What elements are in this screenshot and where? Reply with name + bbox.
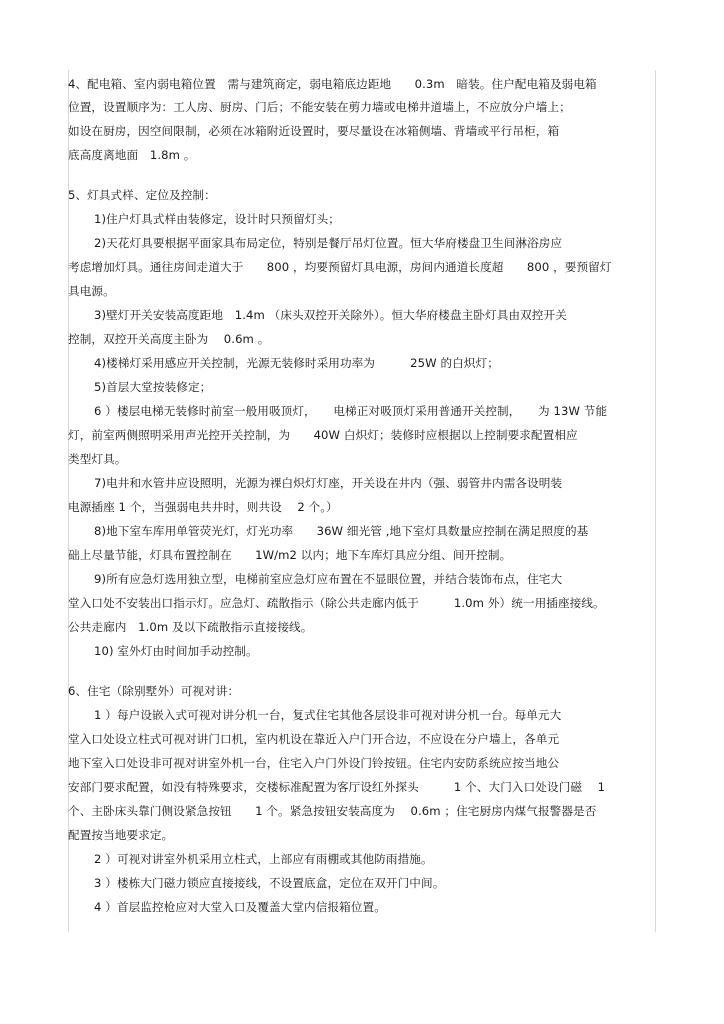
text-line: 堂入口处设立柱式可视对讲门口机，室内机设在靠近入户门开合边，不应设在分户墙上，各单元 (68, 732, 560, 746)
text-line: 电源插座 1 个，当强弱电共井时，则共设 2 个。） (68, 500, 338, 514)
document-page (68, 70, 656, 932)
text-line: 位置，设置顺序为：工人房、厨房、门后；不能安装在剪力墙或电梯井道墙上，不应放分户墙上； (68, 100, 571, 114)
section-heading: 5、灯具式样、定位及控制： (68, 188, 216, 202)
text-line: 配置按当地要求定。 (68, 828, 174, 842)
list-item: 8)地下室车库用单管荧光灯，灯光功率 36W 细光管 ,地下室灯具数量应控制在满足照度的基 (94, 524, 589, 538)
list-item: 9)所有应急灯选用独立型，电梯前室应急灯应布置在不显眼位置，并结合装饰布点，住宅大 (94, 572, 563, 586)
text-line: 如设在厨房，因空间限制，必须在冰箱附近设置时，要尽量设在冰箱侧墙、背墙或平行吊柜，箱 (68, 124, 560, 138)
text-line: 堂入口处不安装出口指示灯。应急灯、疏散指示（除公共走廊内低于 1.0m 外）统一用插座接线。 (68, 596, 605, 610)
list-item: 3 ）楼栋大门磁力锁应直接接线，不设置底盒，定位在双开门中间。 (94, 876, 445, 890)
list-item: 2)天花灯具要根据平面家具布局定位，特别是餐厅吊灯位置。恒大华府楼盘卫生间淋浴房应 (94, 236, 563, 250)
text-line: 安部门要求配置，如没有特殊要求，交楼标准配置为客厅设红外探头 1 个、大门入口处设门磁 1 (68, 780, 606, 794)
list-item: 10) 室外灯由时间加手动控制。 (94, 644, 258, 658)
text-line: 控制，双控开关高度主卧为 0.6m 。 (68, 332, 270, 346)
text-line: 个、主卧床头靠门侧设紧急按钮 1 个。紧急按钮安装高度为 0.6m ；住宅厨房内煤气报警器是否 (68, 804, 597, 818)
section-heading: 6、住宅（除别墅外）可视对讲： (68, 684, 240, 698)
list-item: 6 ）楼层电梯无装修时前室一般用吸顶灯， 电梯正对吸顶灯采用普通开关控制， 为 13W 节能 (94, 404, 608, 418)
text-line: 类型灯具。 (68, 452, 127, 466)
list-item: 4)楼梯灯采用感应开关控制，光源无装修时采用功率为 25W 的白炽灯； (94, 356, 499, 370)
list-item: 7)电井和水管井应设照明，光源为裸白炽灯灯座，开关设在井内（强、弱管井内需各设明装 (94, 476, 563, 490)
list-item: 5)首层大堂按装修定； (94, 380, 212, 394)
list-item: 1 ）每户设嵌入式可视对讲分机一台，复式住宅其他各层设非可视对讲分机一台。每单元大 (94, 708, 562, 722)
list-item: 2 ）可视对讲室外机采用立柱式，上部应有雨棚或其他防雨措施。 (94, 852, 433, 866)
text-line: 灯，前室两侧照明采用声光控开关控制，为 40W 白炽灯；装修时应根据以上控制要求配置相应 (68, 428, 578, 442)
text-line: 考虑增加灯具。通往房间走道大于 800 ，均要预留灯具电源，房间内通道长度超 800 ，要预留灯 (68, 260, 612, 274)
list-item: 3)壁灯开关安装高度距地 1.4m （床头双控开关除外）。恒大华府楼盘主卧灯具由双控开关 (94, 308, 567, 322)
list-item: 4 ）首层监控枪应对大堂入口及覆盖大堂内信报箱位置。 (94, 900, 386, 914)
text-line: 公共走廊内 1.0m 及以下疏散指示直接接线。 (68, 620, 313, 634)
text-line: 地下室入口处设非可视对讲室外机一台，住宅入户门外设门铃按钮。住宅内安防系统应按当地公 (68, 756, 560, 770)
text-line: 具电源。 (68, 284, 115, 298)
list-item: 1)住户灯具式样由装修定，设计时只预留灯头； (94, 212, 340, 226)
text-line: 底高度离地面 1.8m 。 (68, 148, 196, 162)
text-line: 础上尽量节能，灯具布置控制在 1W/m2 以内；地下车库灯具应分组、间开控制。 (68, 548, 512, 562)
text-line: 4、配电箱、室内弱电箱位置 需与建筑商定，弱电箱底边距地 0.3m 暗装。住户配电箱及弱电箱 (68, 77, 597, 91)
